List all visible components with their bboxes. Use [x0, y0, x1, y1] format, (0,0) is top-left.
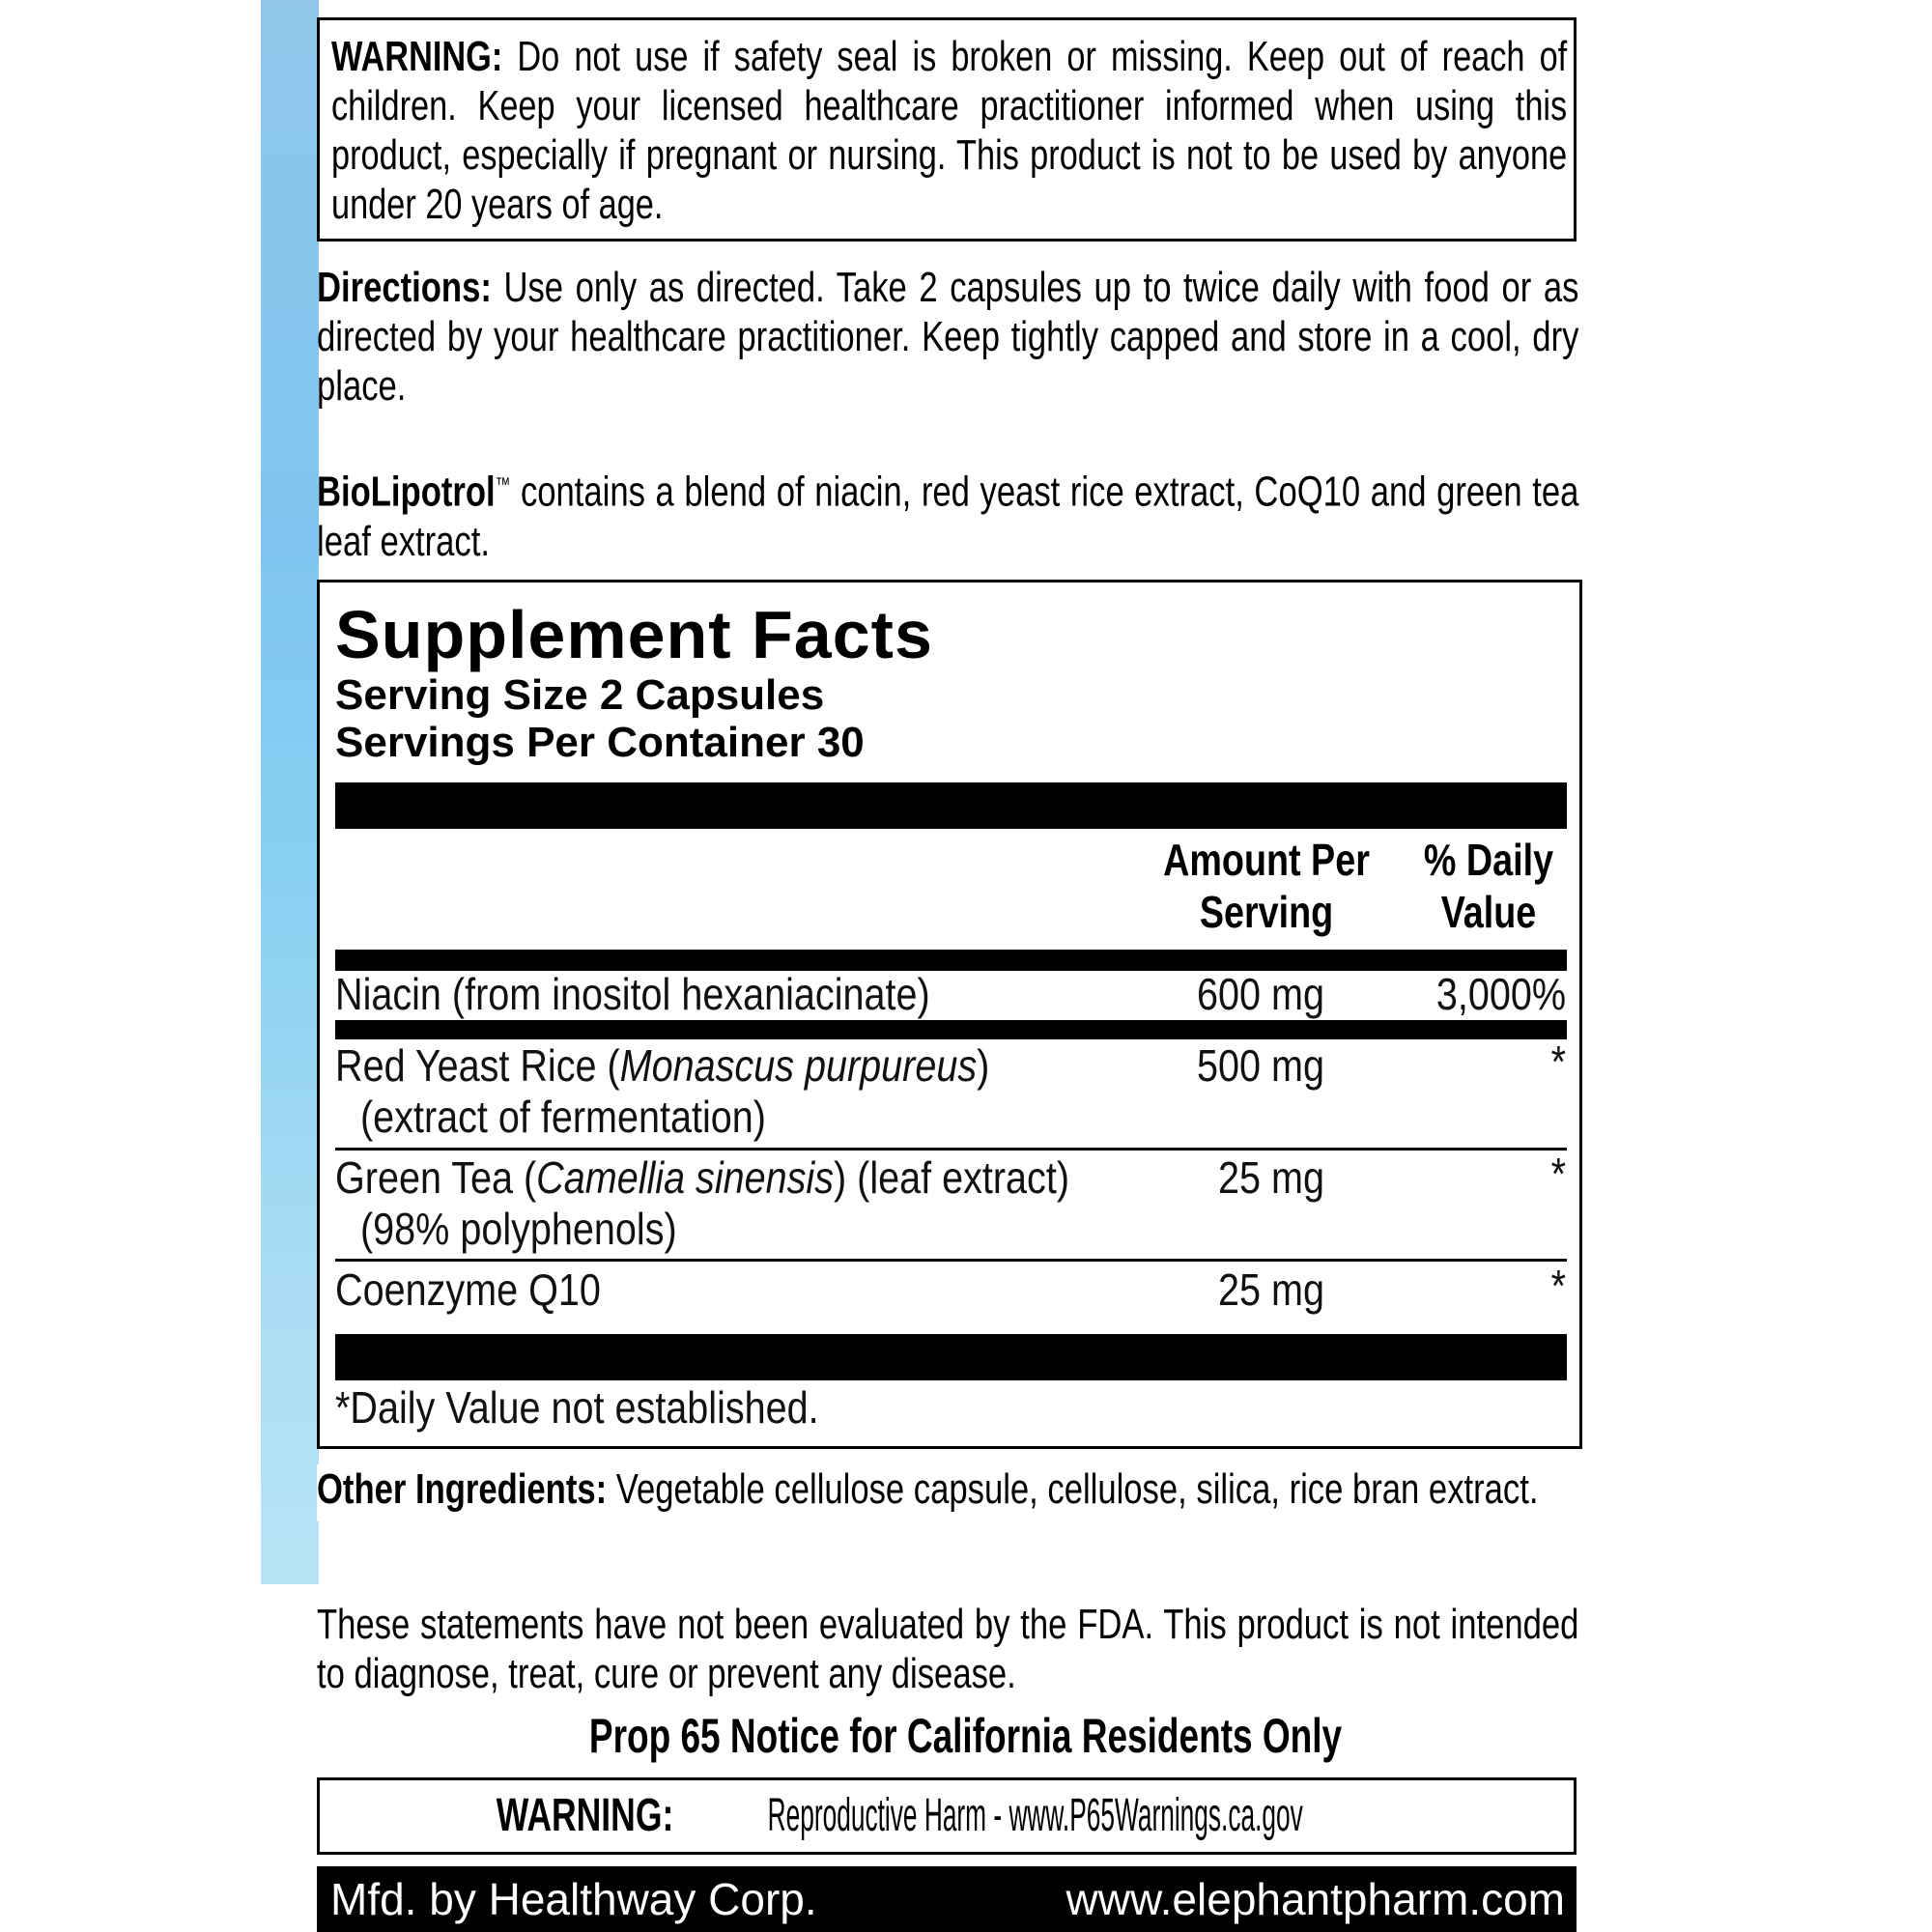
nutrient-daily-value: 3,000%: [1435, 969, 1566, 1019]
nutrient-amount: 25 mg: [1218, 1264, 1324, 1315]
nutrient-daily-value: *: [1550, 1037, 1566, 1087]
trademark-symbol: ™: [495, 474, 511, 496]
prop65-warning-box: [317, 1777, 1577, 1855]
warning-box: [317, 17, 1577, 242]
blend-text: contains a blend of niacin, red yeast rice extract, CoQ10 and green tea leaf extract.: [317, 468, 1579, 565]
fda-statement: These statements have not been evaluated by the FDA. This product is not intended to diagnose, treat, cure or prevent any disease.: [317, 1601, 1579, 1697]
supplement-facts-panel: [317, 580, 1582, 1449]
nutrient-name: Coenzyme Q10: [335, 1264, 601, 1315]
directions-text: Use only as directed. Take 2 capsules up to twice daily with food or as directed by your healthcare practitioner. Keep tightly capped and store in a cool, dry place.: [317, 264, 1579, 410]
warning-text: [331, 32, 1567, 229]
servings-per-container: Servings Per Container 30: [335, 719, 865, 766]
brand-name: BioLipotrol: [317, 468, 496, 516]
thin-divider: [335, 1259, 1567, 1262]
nutrient-name-pre: Green Tea (: [335, 1152, 537, 1203]
nutrient-name: [335, 1040, 989, 1091]
other-ingredients-label: Other Ingredients:: [317, 1465, 608, 1513]
nutrient-name-latin: Monascus purpureus: [619, 1040, 978, 1091]
nutrient-amount: 500 mg: [1197, 1040, 1324, 1091]
nutrient-name-post: ): [977, 1040, 990, 1091]
column-header-dv-line2: Value: [1440, 887, 1537, 937]
prop65-title-text: Prop 65 Notice for California Residents Only: [589, 1709, 1343, 1763]
column-header-amount-line2: Serving: [1199, 887, 1334, 937]
blend-paragraph: [317, 461, 1578, 566]
serving-size: Serving Size 2 Capsules: [335, 671, 825, 719]
thin-divider: [335, 1148, 1567, 1151]
nutrient-name: Niacin (from inositol hexaniacinate): [335, 969, 930, 1019]
prop65-warning-text: Reproductive Harm - www.P65Warnings.ca.gov: [767, 1790, 1303, 1841]
facts-title: Supplement Facts: [335, 597, 933, 672]
nutrient-name: [335, 1152, 1069, 1203]
column-header-amount-line1: Amount Per: [1163, 835, 1370, 885]
nutrient-amount: 600 mg: [1197, 969, 1324, 1019]
directions-paragraph: [317, 263, 1578, 411]
column-header-dv-line1: % Daily: [1423, 835, 1554, 885]
other-ingredients-paragraph: [317, 1464, 1578, 1521]
warning-body: Do not use if safety seal is broken or missing. Keep out of reach of children. Keep your licensed healthcare practitioner informed when using this product, especially if pregnant or nursing. This product is not to be used by anyone under 20 years of age.: [331, 33, 1568, 228]
directions-label: Directions:: [317, 264, 492, 311]
prop65-title: [0, 1708, 1932, 1764]
warning-label: WARNING:: [331, 33, 503, 80]
nutrient-daily-value: *: [1550, 1261, 1566, 1311]
website-link[interactable]: www.elephantpharm.com: [1065, 1874, 1565, 1924]
facts-footnote: *Daily Value not established.: [335, 1382, 819, 1433]
nutrient-subtext: (extract of fermentation): [360, 1092, 766, 1142]
nutrient-daily-value: *: [1550, 1149, 1566, 1199]
nutrient-subtext: (98% polyphenols): [360, 1204, 677, 1254]
column-header-amount: [1148, 834, 1385, 938]
prop65-warning-label: WARNING:: [496, 1790, 674, 1841]
nutrient-amount: 25 mg: [1218, 1152, 1324, 1203]
footer-bar: [317, 1866, 1577, 1932]
nutrient-name-pre: Red Yeast Rice (: [335, 1040, 620, 1091]
thick-divider-row: [335, 1020, 1567, 1039]
other-ingredients-text: Vegetable cellulose capsule, cellulose, silica, rice bran extract.: [607, 1465, 1539, 1513]
thick-divider-bottom: [335, 1334, 1567, 1380]
prop65-warning-line: [497, 1780, 1397, 1852]
column-header-dv: [1402, 834, 1576, 938]
thick-divider-top: [335, 782, 1567, 829]
thick-divider-header: [335, 950, 1567, 971]
manufacturer-text: Mfd. by Healthway Corp.: [330, 1874, 817, 1924]
nutrient-name-latin: Camellia sinensis: [536, 1152, 834, 1203]
nutrient-name-post: ) (leaf extract): [833, 1152, 1069, 1203]
